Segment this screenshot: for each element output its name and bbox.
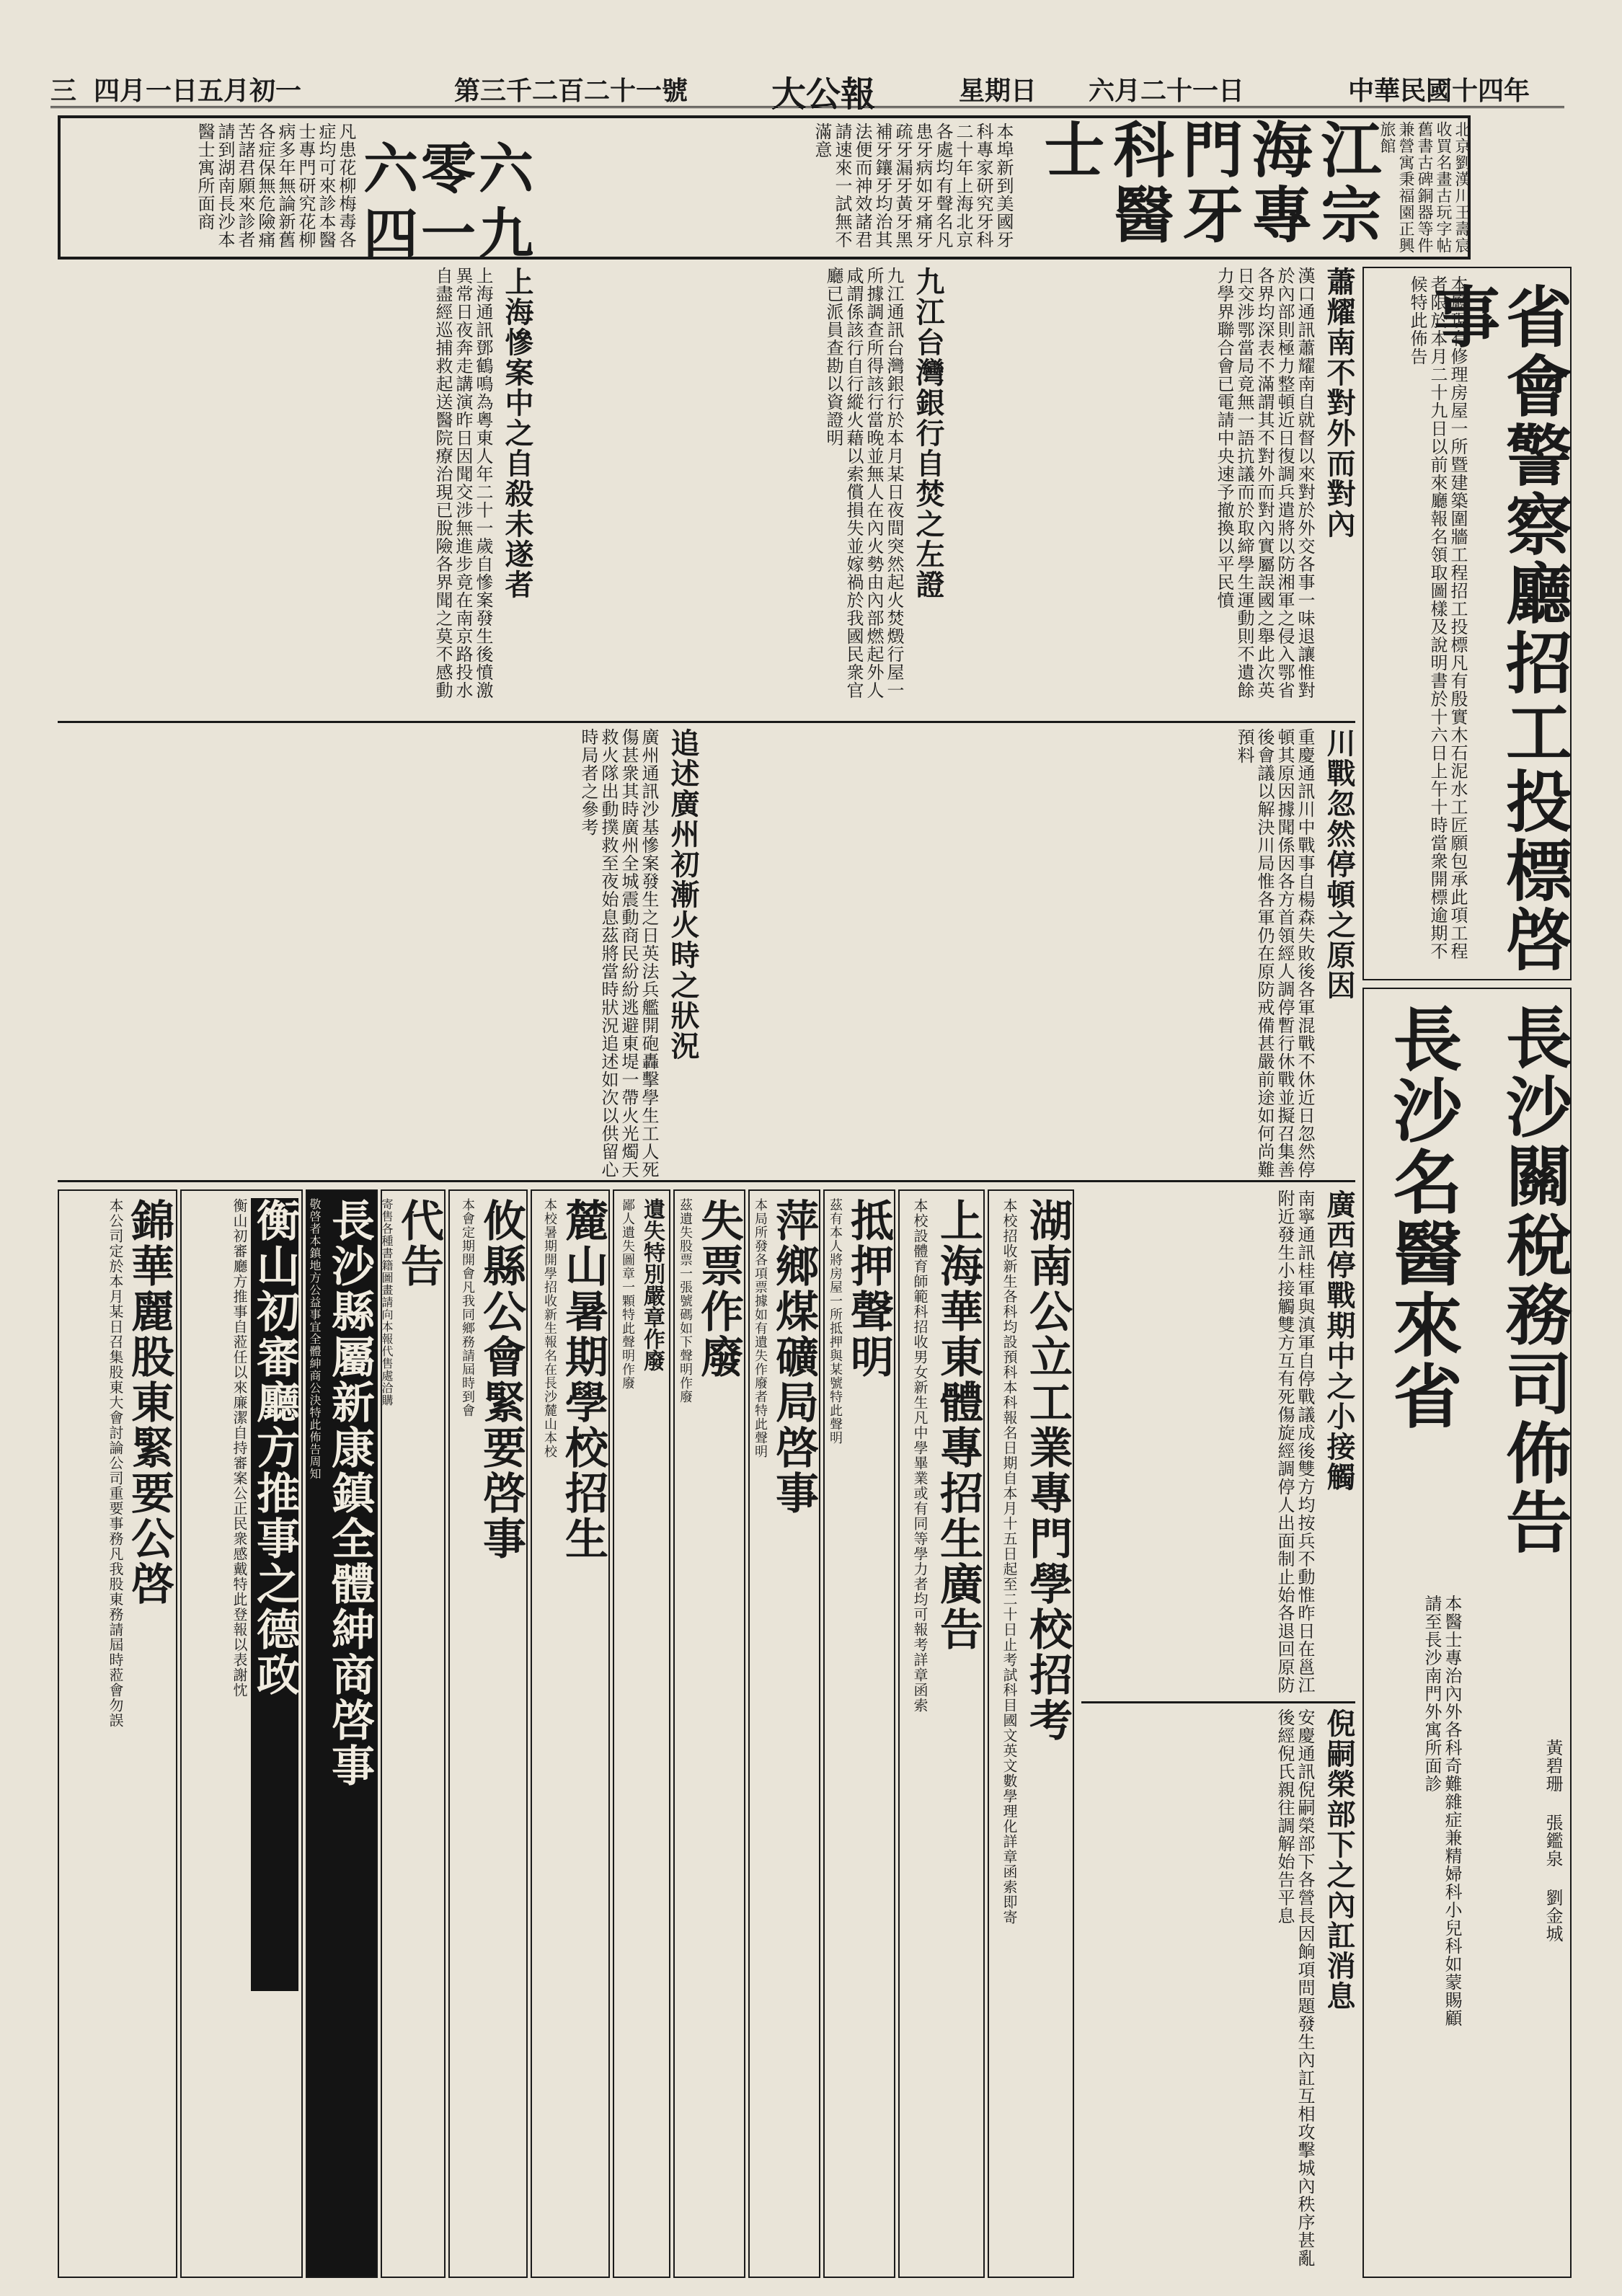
lower-ad-9-body: 寄售各種書籍圖畫請向本報代售處洽購 [380, 1198, 394, 1406]
doctor-ad-body: 本醫士專治內外各科奇難雜症兼精婦科小兒科如蒙賜顧請至長沙南門外寓所面診 [1422, 1595, 1462, 2027]
lower-ad-7-body: 本校暑期開學招收新生報名在長沙麓山本校 [542, 1198, 557, 1458]
lower-ad-11-body: 衡山初審廳方推事自蒞任以來廉潔自持審案公正民衆感戴特此登報以表謝忱 [231, 1198, 248, 1698]
police-ad-body: 本廳現有修理房屋一所暨建築圍牆工程招工投標凡有殷實木石泥水工匠願包承此項工程者限於本月二十九日以前來廳報名領取圖樣及說明書於十六日上午十時當衆開標逾期不候特此佈告 [1407, 275, 1468, 960]
lower-ad-9 [381, 1189, 446, 2278]
lower-ad-2-title: 上海華東體專招生廣告 [933, 1198, 983, 1652]
lower-ad-4 [748, 1189, 820, 2278]
lower-ad-6-body: 鄙人遺失圖章一顆特此聲明作廢 [620, 1198, 635, 1390]
lower-ad-12 [58, 1189, 177, 2278]
lower-ad-3 [823, 1189, 895, 2278]
lower-ad-7 [531, 1189, 610, 2278]
lower-ad-2 [898, 1189, 985, 2278]
news-item-1 [952, 267, 1355, 714]
lunar-date: 四月一日五月初一 [94, 76, 302, 106]
news-item-6 [1081, 1189, 1355, 1694]
news-3-body: 上海通訊鄧鶴鳴為粵東人年二十一歲自慘案發生後憤激異常日夜奔走講演昨日因聞交涉無進步竟在南京路投水自盡經巡捕救起送醫院療治現已脫險各界聞之莫不感動 [433, 267, 493, 699]
news-item-4 [706, 728, 1355, 1182]
lower-ad-10-body: 敬啓者本鎮地方公益事宜全體紳商公決特此佈告周知 [308, 1198, 322, 1480]
news-6-body: 南寧通訊桂軍與滇軍自停戰議成後雙方均按兵不動惟昨日在邕江附近發生小接觸雙方互有死傷旋經調停人出面制止始各退回原防 [1275, 1189, 1315, 1694]
news-2-title: 九江台灣銀行自焚之左證 [911, 267, 945, 600]
lower-ad-5-title: 失票作廢 [693, 1198, 744, 1380]
issue-number: 第三千二百二十一號 [454, 76, 688, 106]
lower-ad-6-title: 遺失特別嚴章作廢 [639, 1198, 665, 1371]
lower-ad-7-title: 麓山暑期學校招生 [558, 1198, 608, 1561]
lower-ad-8 [448, 1189, 528, 2278]
lower-ads [58, 1189, 1074, 2278]
lower-ad-11-title: 衡山初審廳方推事之德政 [251, 1198, 298, 1991]
divider [58, 721, 1355, 723]
doctor-ad-subtitle: 長沙名醫來省 [1382, 1003, 1463, 1432]
page-number: 三 [50, 76, 77, 106]
news-3-title: 上海慘案中之自殺未遂者 [500, 267, 534, 600]
lower-ad-6 [613, 1189, 670, 2278]
news-2-body: 九江通訊台灣銀行於本月某日夜間突然起火焚燬行屋一所據調查所得該行當晚並無人在內火勢由內部燃起外人咸謂係該行自行縱火藉以索償損失並嫁禍於我國民衆官廳已派員查勘以資證明 [823, 267, 904, 699]
divider [1081, 1701, 1355, 1703]
lower-ad-4-body: 本局所發各項票據如有遺失作廢者特此聲明 [753, 1198, 768, 1458]
lower-ad-1-title: 湖南公立工業專門學校招考 [1022, 1198, 1073, 1743]
lower-ad-9-title: 代告 [394, 1198, 444, 1289]
police-tender-ad [1362, 267, 1572, 980]
lower-ad-10-title: 長沙縣屬新康鎮全體紳商啓事 [324, 1198, 375, 1789]
lower-ad-4-title: 萍鄉煤礦局啓事 [768, 1198, 819, 1516]
news-item-7 [1081, 1708, 1355, 2271]
news-5-body: 廣州通訊沙基慘案發生之日英法兵艦開砲轟擊學生工人死傷甚衆其時廣州全城震動商民紛紛逃避東堤一帶火光燭天救火隊出動撲救至夜始息茲將當時狀況追述如次以供留心時局者之參考 [578, 728, 659, 1179]
news-section-upper [58, 267, 1355, 1182]
news-5-title: 追述廣州初漸火時之狀況 [666, 728, 700, 1061]
republic-year: 中華民國十四年 [1348, 76, 1530, 106]
ad-number-606: 六零六 [363, 137, 536, 201]
news-item-3 [58, 267, 533, 714]
news-item-5 [58, 728, 699, 1182]
news-4-body: 重慶通訊川中戰事自楊森失敗後各軍混戰不休近日忽然停頓其原因據聞係因各方首領經人調停暫行休戰並擬召集善後會議以解決川局惟各軍仍在原防戒備甚嚴前途如何尚難預料 [1234, 728, 1315, 1179]
doctor-ad-names: 黃碧珊 張鑑泉 劉金城 [1543, 1739, 1563, 1943]
news-1-body: 漢口通訊蕭耀南自就督以來對於外交各事一味退讓惟對於內部則極力整頓近日復調兵遣將以防湘軍之侵入鄂省各界均深表不滿謂其不對外而對內實屬誤國之舉此次英日交涉鄂當局竟無一語抗議而於取締學生運動則不遺餘力學界聯合會已電請中央速予撤換以平民憤 [1214, 267, 1315, 699]
news-item-2 [541, 267, 944, 714]
dentist-ad-body: 本埠新到美國牙科專家研究牙科二十年上海北京各處均有聲名凡患牙病如牙痛牙疏牙漏牙黃牙黑補牙鑲牙均治其法便而神效諸君請速來一試無不滿意 [812, 123, 1014, 249]
news-section-lower-right [1081, 1189, 1355, 2278]
ad-number-419: 四一九 [363, 202, 536, 266]
lower-ad-5-body: 茲遺失股票一張號碼如下聲明作廢 [678, 1198, 693, 1404]
newspaper-title: 大公報 [771, 74, 876, 115]
gregorian-date: 六月二十一日 [1089, 76, 1245, 106]
news-4-title: 川戰忽然停頓之原因 [1322, 728, 1356, 1001]
lower-ad-8-body: 本會定期開會凡我同鄉務請屆時到會 [460, 1198, 475, 1417]
doctor-ad-title: 長沙關稅務司佈告 [1495, 1003, 1573, 1557]
lower-ad-8-title: 攸縣公會緊要啓事 [476, 1198, 526, 1561]
syphilis-ad-body: 凡患花柳梅毒各症均可來診本醫士專門研究花柳病多年無論新舊各症保無危險痛苦諸君願來診者請到湖南長沙本醫士寓所面商 [195, 123, 356, 249]
weekday: 星期日 [959, 76, 1037, 106]
news-6-title: 廣西停戰期中之小接觸 [1322, 1189, 1356, 1492]
lower-ad-1-body: 本校招收新生各科均設預科本科報名日期自本月十五日起至二十日止考試科目國文英文數學理化詳章函索即寄 [1001, 1198, 1018, 1925]
lower-ad-5 [673, 1189, 745, 2278]
news-7-body: 安慶通訊倪嗣榮部下各營長因餉項問題發生內訌互相攻擊城內秩序甚亂後經倪氏親往調解始告平息 [1275, 1708, 1315, 2267]
lower-ad-12-body: 本公司定於本月某日召集股東大會討論公司重要事務凡我股東務請屆時蒞會勿誤 [107, 1198, 124, 1728]
lower-ad-3-title: 抵押聲明 [843, 1198, 894, 1380]
lower-ad-1 [988, 1189, 1074, 2278]
police-ad-title: 省會警察廳招工投標啓事 [1423, 283, 1573, 975]
lower-ad-12-title: 錦華麗股東緊要公啓 [124, 1198, 174, 1607]
doctor-ad [1362, 988, 1572, 2278]
masthead [50, 65, 1564, 115]
lower-ad-2-body: 本校設體育師範科招收男女新生凡中學畢業或有同等學力者均可報考詳章函索 [911, 1198, 929, 1713]
lower-ad-3-body: 茲有本人將房屋一所抵押與某號特此聲明 [828, 1198, 843, 1445]
news-7-title: 倪嗣榮部下之內訌消息 [1322, 1708, 1356, 2011]
dental-ad-block [58, 115, 1471, 266]
collector-note: 北京劉漢川王壽宸收買名畫古玩字帖舊書古碑銅器等件兼營寓秉福園正興旅館 [1378, 121, 1471, 254]
news-1-title: 蕭耀南不對外而對內 [1322, 267, 1356, 539]
lower-ad-10 [306, 1189, 378, 2278]
lower-ad-11 [180, 1189, 303, 2278]
dentist-headline: 江宗海專門牙科醫士 [1034, 118, 1383, 248]
